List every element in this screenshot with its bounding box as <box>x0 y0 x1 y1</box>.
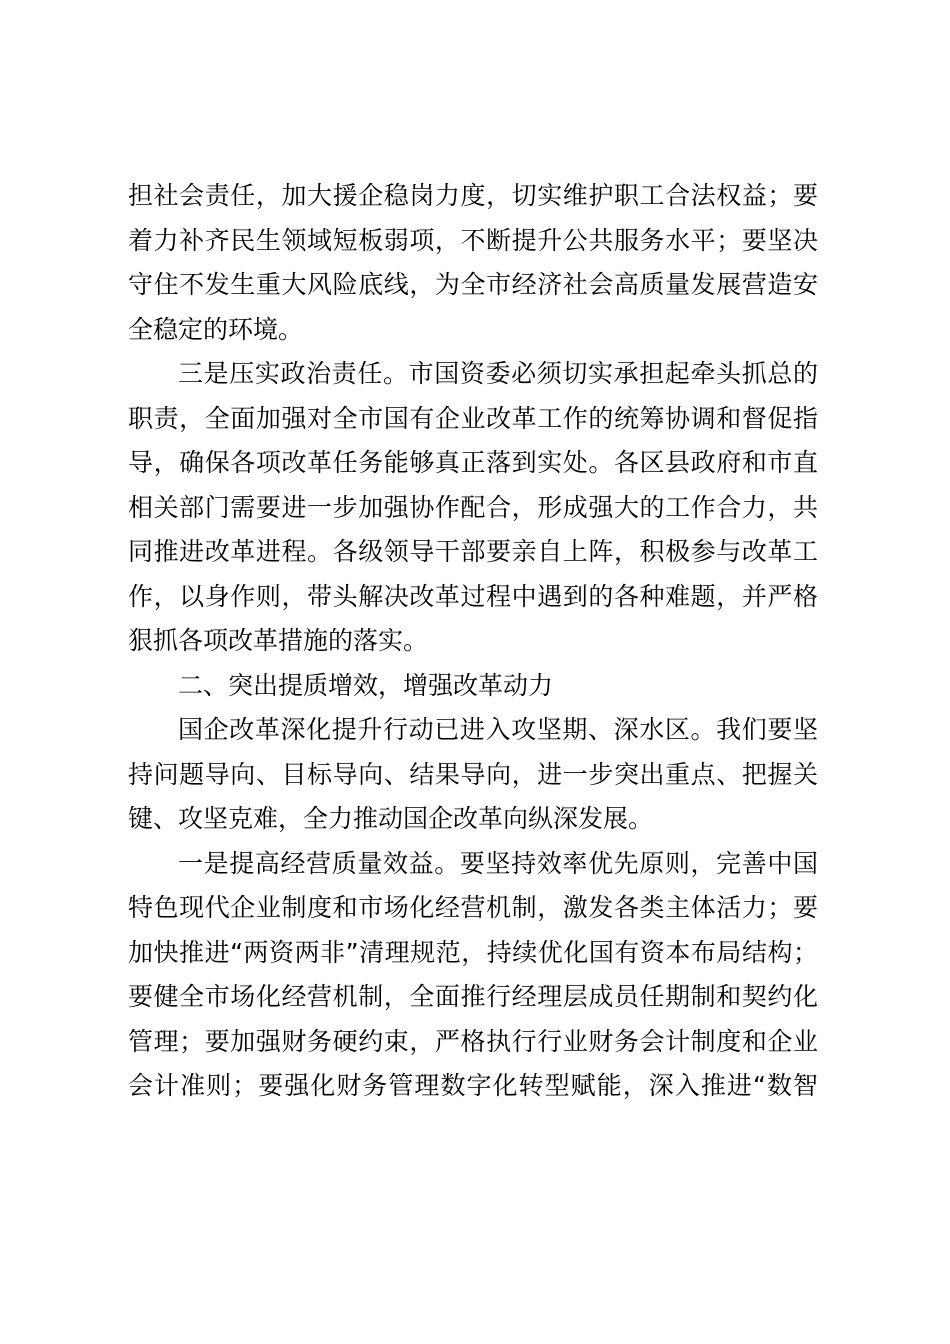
text-line: 守住不发生重大风险底线，为全市经济社会高质量发展营造安 <box>128 270 818 299</box>
text-line: 导，确保各项改革任务能够真正落到实处。各区县政府和市直 <box>128 448 818 477</box>
document-body <box>128 174 818 1109</box>
text-line: 担社会责任，加大援企稳岗力度，切实维护职工合法权益；要 <box>128 181 818 210</box>
text-line: 狠抓各项改革措施的落实。 <box>128 626 429 655</box>
text-line: 特色现代企业制度和市场化经营机制，激发各类主体活力；要 <box>128 893 818 922</box>
text-line: 要健全市场化经营机制，全面推行经理层成员任期制和契约化 <box>128 982 818 1011</box>
text-line: 加快推进“两资两非”清理规范，持续优化国有资本布局结构； <box>128 937 818 967</box>
text-line: 作，以身作则，带头解决改革过程中遇到的各种难题，并严格 <box>128 581 818 611</box>
text-line: 会计准则；要强化财务管理数字化转型赋能，深入推进“数智 <box>128 1071 818 1100</box>
text-line: 同推进改革进程。各级领导干部要亲自上阵，积极参与改革工 <box>128 537 818 566</box>
text-line: 相关部门需要进一步加强协作配合，形成强大的工作合力，共 <box>128 492 818 522</box>
text-line: 管理；要加强财务硬约束，严格执行行业财务会计制度和企业 <box>128 1026 818 1056</box>
text-line: 全稳定的环境。 <box>128 314 304 344</box>
text-line: 二、突出提质增效，增强改革动力 <box>178 670 554 700</box>
text-line: 持问题导向、目标导向、结果导向，进一步突出重点、把握关 <box>128 759 818 789</box>
text-line: 职责，全面加强对全市国有企业改革工作的统筹协调和督促指 <box>128 403 818 433</box>
text-line: 键、攻坚克难，全力推动国企改革向纵深发展。 <box>128 804 654 833</box>
text-line: 国企改革深化提升行动已进入攻坚期、深水区。我们要坚 <box>178 715 818 744</box>
text-line: 一是提高经营质量效益。要坚持效率优先原则，完善中国 <box>178 848 818 878</box>
text-line: 三是压实政治责任。市国资委必须切实承担起牵头抓总的 <box>178 359 818 388</box>
text-line: 着力补齐民生领域短板弱项，不断提升公共服务水平；要坚决 <box>128 225 818 255</box>
